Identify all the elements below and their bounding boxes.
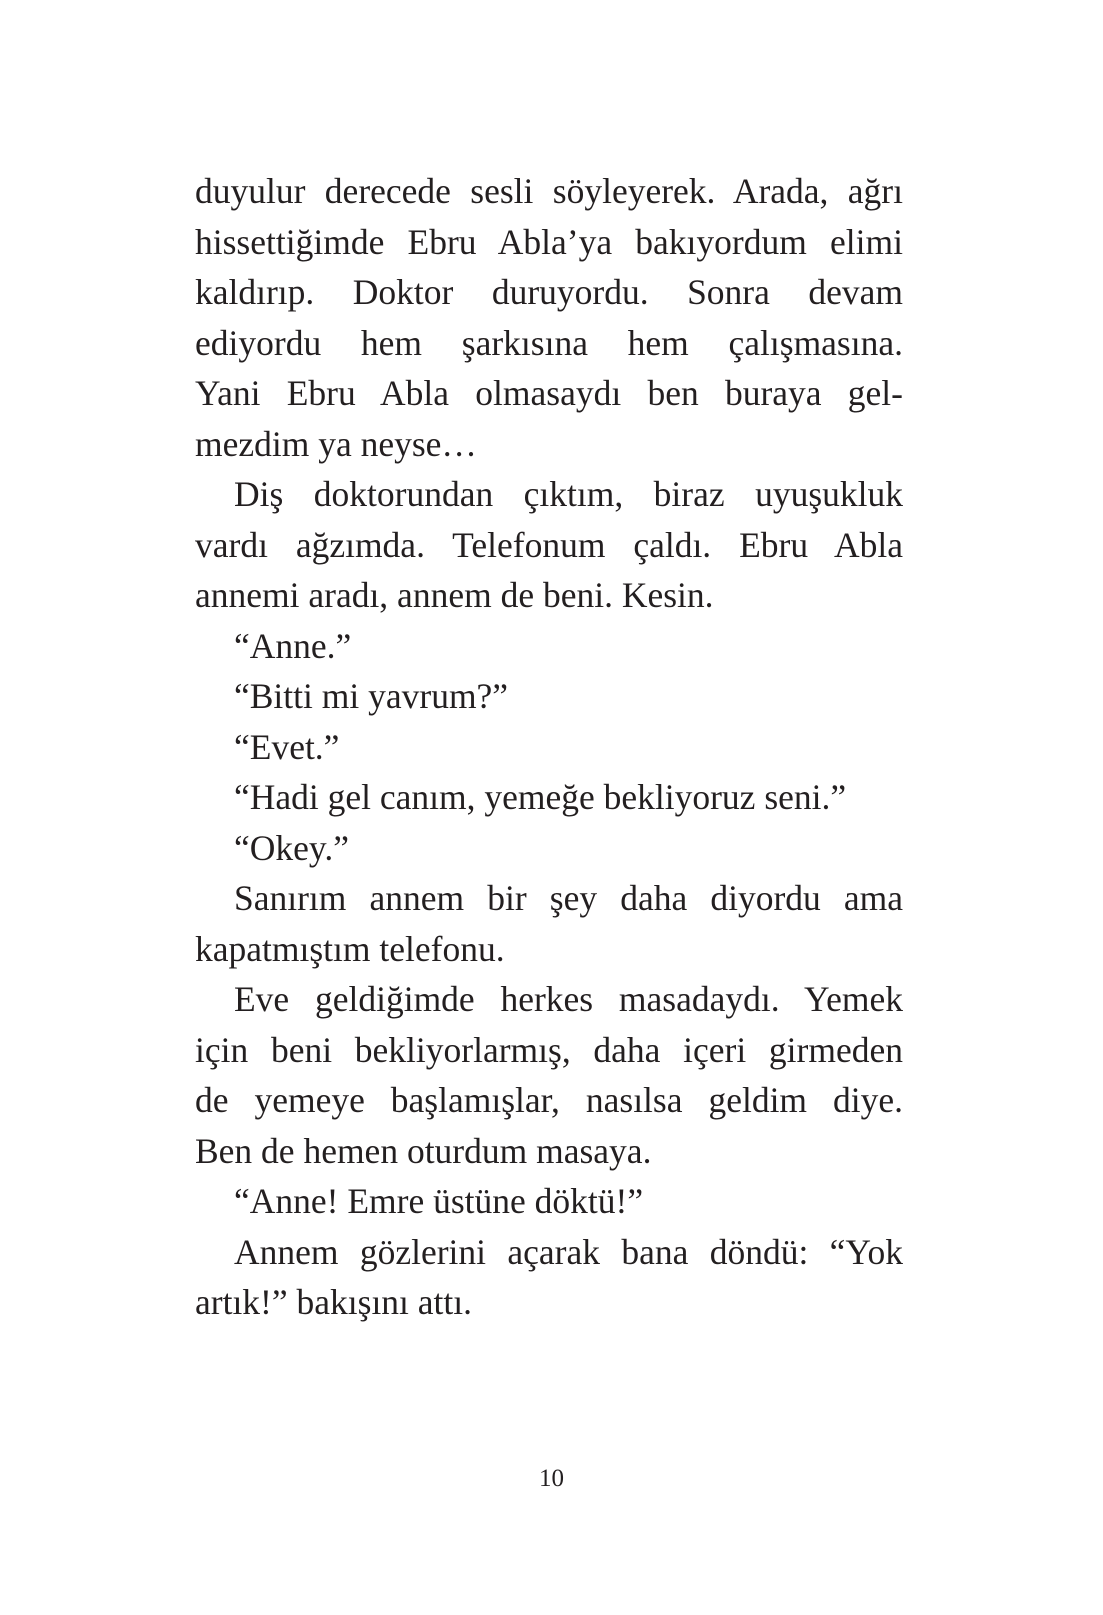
text-line: Annem gözlerini açarak bana döndü: “Yok [234, 1231, 903, 1272]
text-line: kaldırıp. Doktor duruyordu. Sonra devam [195, 272, 903, 312]
text-line: de yemeye başlamışlar, nasılsa geldim diye. [195, 1080, 903, 1120]
dialogue-line: “Anne.” [234, 625, 352, 666]
text-line: hissettiğimde Ebru Abla’ya bakıyordum elimi [195, 221, 903, 262]
text-line: Ben de hemen oturdum masaya. [195, 1130, 652, 1171]
text-line: annemi aradı, annem de beni. Kesin. [195, 575, 714, 615]
dialogue-line: “Okey.” [234, 827, 349, 868]
dialogue-line: “Hadi gel canım, yemeğe bekliyoruz seni.” [234, 777, 847, 817]
text-line: Diş doktorundan çıktım, biraz uyuşukluk [234, 474, 903, 514]
text-line: Eve geldiğimde herkes masadaydı. Yemek [234, 979, 903, 1019]
text-line: vardı ağzımda. Telefonum çaldı. Ebru Abla [195, 524, 903, 565]
text-line: ediyordu hem şarkısına hem çalışmasına. [195, 322, 903, 363]
text-line: mezdim ya neyse… [195, 423, 477, 464]
body-text [195, 166, 903, 1328]
dialogue-line: “Anne! Emre üstüne döktü!” [234, 1181, 644, 1221]
text-line: artık!” bakışını attı. [195, 1282, 473, 1322]
text-line: Sanırım annem bir şey daha diyordu ama [234, 878, 903, 918]
text-line: için beni bekliyorlarmış, daha içeri girmeden [195, 1029, 903, 1070]
text-line: duyulur derecede sesli söyleyerek. Arada, ağrı [195, 171, 903, 211]
dialogue-line: “Evet.” [234, 726, 340, 767]
text-line: kapatmıştım telefonu. [195, 928, 505, 969]
dialogue-line: “Bitti mi yavrum?” [234, 676, 509, 716]
page-number: 10 [539, 1465, 564, 1492]
text-line: Yani Ebru Abla olmasaydı ben buraya gel- [195, 373, 903, 413]
